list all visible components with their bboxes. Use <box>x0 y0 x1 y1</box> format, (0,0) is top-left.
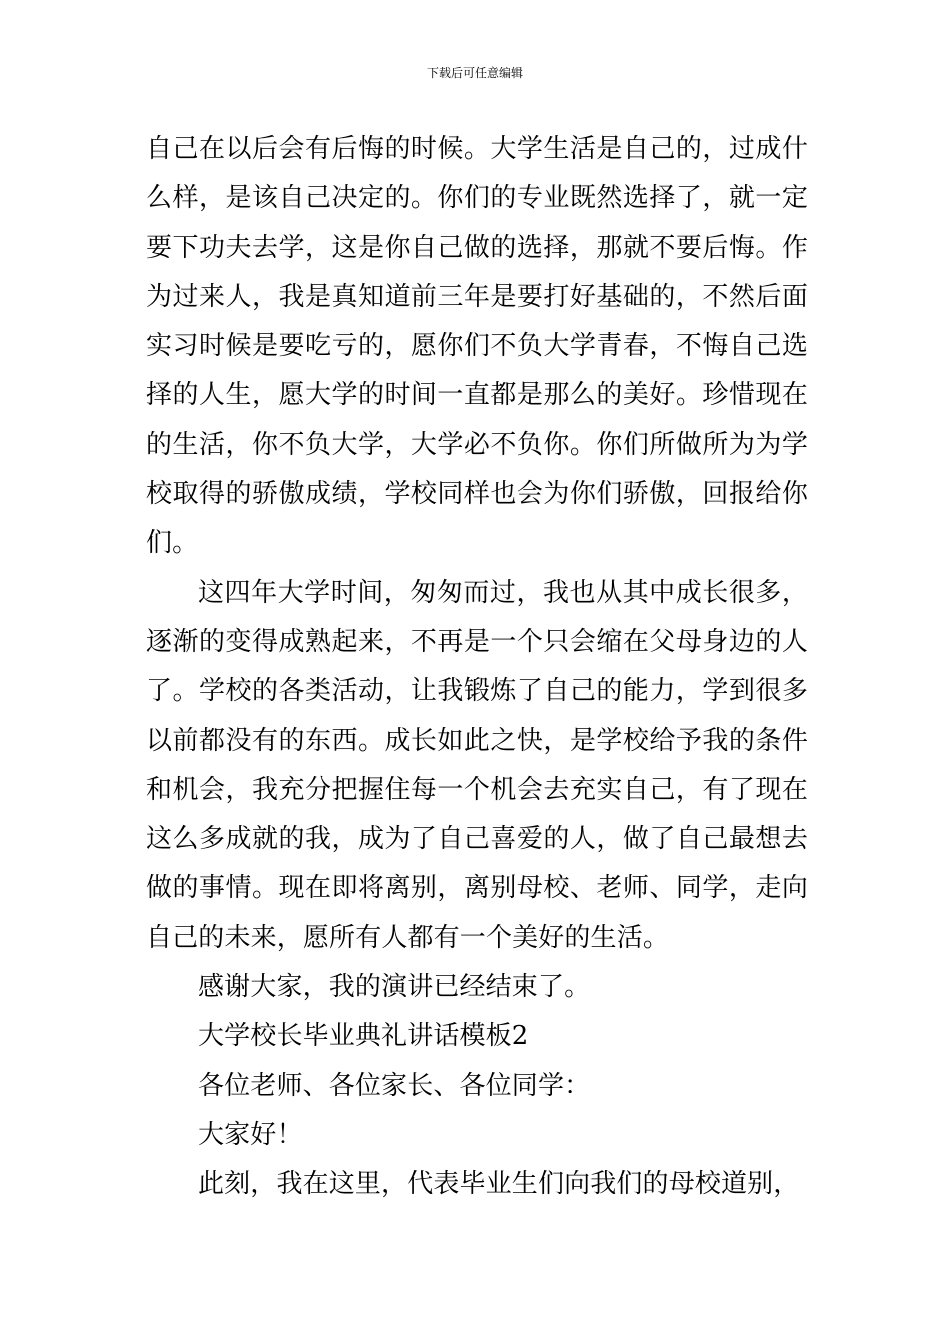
section-title: 大学校长毕业典礼讲话模板2 <box>198 1021 529 1052</box>
paragraph-thanks: 感谢大家，我的演讲已经结束了。 <box>198 972 591 1003</box>
document-body <box>146 125 808 1210</box>
paragraph-continuation: 自己在以后会有后悔的时候。大学生活是自己的，过成什么样，是该自己决定的。你们的专业既然选择了，就一定要下功夫去学，这是你自己做的选择，那就不要后悔。作为过来人，我是真知道前三年是要打好基础的，不然后面实习时候是要吃亏的，愿你们不负大学青春，不悔自己选择的人生，愿大学的时间一直都是那么的美好。珍惜现在的生活，你不负大学，大学必不负你。你们所做所为为学校取得的骄傲成绩，学校同样也会为你们骄傲，回报给你们。 <box>146 134 808 559</box>
salutation: 各位老师、各位家长、各位同学： <box>198 1070 591 1101</box>
page-header: 下载后可任意编辑 <box>426 66 523 80</box>
paragraph-growth: 这四年大学时间，匆匆而过，我也从其中成长很多，逐渐的变得成熟起来，不再是一个只会缩在父母身边的人了。学校的各类活动，让我锻炼了自己的能力，学到很多以前都没有的东西。成长如此之快，是学校给予我的条件和机会，我充分把握住每一个机会去充实自己，有了现在这么多成就的我，成为了自己喜爱的人，做了自己最想去做的事情。现在即将离别，离别母校、老师、同学，走向自己的未来，愿所有人都有一个美好的生活。 <box>146 577 808 953</box>
paragraph-farewell: 此刻，我在这里，代表毕业生们向我们的母校道别， <box>198 1169 800 1200</box>
greeting: 大家好！ <box>198 1119 303 1150</box>
